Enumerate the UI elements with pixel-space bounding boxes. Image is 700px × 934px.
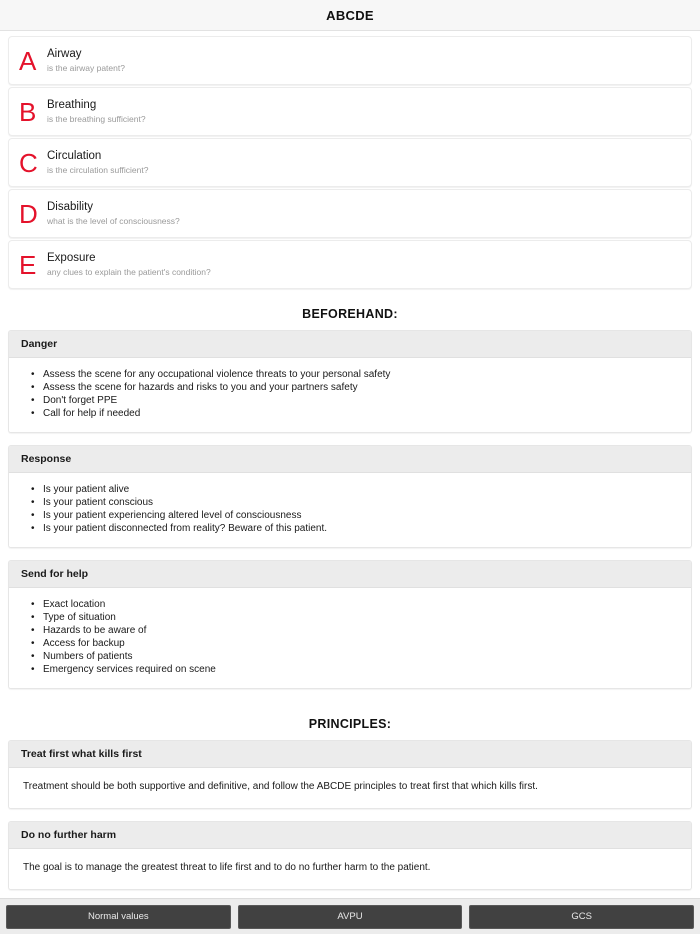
section-title-principles: PRINCIPLES: (308, 717, 392, 731)
abcde-card-title: Disability (47, 200, 94, 213)
list-item: • Exact location (43, 598, 691, 611)
abcde-card-a[interactable] (8, 36, 692, 85)
bullet-list (9, 483, 691, 535)
abcde-card-text (47, 200, 180, 228)
list-item: • Assess the scene for hazards and risks to you and your partners safety (43, 381, 691, 394)
list-item: • Don't forget PPE (43, 394, 691, 407)
top-header-bar (0, 0, 700, 31)
abcde-card-d[interactable] (8, 189, 692, 238)
abcde-card-text (47, 98, 146, 126)
abcde-card-title: Exposure (47, 251, 96, 264)
abcde-card-subtitle: is the circulation sufficient? (47, 164, 149, 175)
panel-header: Danger (9, 331, 691, 358)
list-item: • Is your patient conscious (43, 496, 691, 509)
list-item: • Is your patient alive (43, 483, 691, 496)
bullet-list (9, 598, 691, 676)
abcde-card-title: Breathing (47, 98, 97, 111)
list-item: • Access for backup (43, 637, 691, 650)
panel-do-no-further-harm (8, 821, 692, 890)
bottom-toolbar (0, 898, 700, 934)
abcde-letter-glyph: C (19, 147, 38, 178)
page-title: ABCDE (326, 7, 374, 23)
abcde-letter-glyph: E (19, 249, 37, 280)
scroll-content[interactable] (0, 32, 700, 898)
list-item: • Is your patient disconnected from reality? Beware of this patient. (43, 522, 691, 535)
abcde-card-b[interactable] (8, 87, 692, 136)
panel-header: Send for help (9, 561, 691, 588)
toolbar-button-avpu[interactable]: AVPU (238, 905, 463, 929)
panel-body (9, 588, 691, 688)
bullet-list (9, 368, 691, 420)
abcde-card-text (47, 47, 125, 75)
panel-send-for-help (8, 560, 692, 689)
abcde-card-text (47, 251, 211, 279)
abcde-card-e[interactable] (8, 240, 692, 289)
abcde-card-subtitle: any clues to explain the patient's condition? (47, 266, 211, 277)
abcde-card-subtitle: is the airway patent? (47, 62, 125, 73)
list-item: • Emergency services required on scene (43, 663, 691, 676)
abcde-card-subtitle: is the breathing sufficient? (47, 113, 146, 124)
abcde-card-text (47, 149, 148, 177)
section-title-beforehand: BEFOREHAND: (302, 307, 398, 321)
panel-body (9, 768, 691, 808)
panel-body (9, 849, 691, 889)
panel-header: Do no further harm (9, 822, 691, 849)
panel-treat-first-what-kills-first (8, 740, 692, 809)
beforehand-panels (0, 330, 700, 689)
list-item: • Type of situation (43, 611, 691, 624)
abcde-list (0, 32, 700, 289)
abcde-card-c[interactable] (8, 138, 692, 187)
principles-panels (0, 740, 700, 890)
list-item: • Is your patient experiencing altered level of consciousness (43, 509, 691, 522)
list-item: • Assess the scene for any occupational violence threats to your personal safety (43, 368, 691, 381)
panel-header: Treat first what kills first (9, 741, 691, 768)
panel-paragraph: Treatment should be both supportive and definitive, and follow the ABCDE principles to treat first that which kills first. (23, 781, 538, 792)
abcde-letter-glyph: A (19, 45, 37, 76)
abcde-letter-glyph: B (19, 96, 37, 127)
list-item: • Call for help if needed (43, 407, 691, 420)
panel-danger (8, 330, 692, 433)
list-item: • Numbers of patients (43, 650, 691, 663)
toolbar-button-normal-values[interactable]: Normal values (6, 905, 231, 929)
panel-header: Response (9, 446, 691, 473)
list-item: • Hazards to be aware of (43, 624, 691, 637)
panel-body (9, 473, 691, 547)
abcde-letter-glyph: D (19, 198, 38, 229)
abcde-card-title: Circulation (47, 149, 102, 162)
panel-response (8, 445, 692, 548)
abcde-card-subtitle: what is the level of consciousness? (47, 215, 180, 226)
panel-body (9, 358, 691, 432)
abcde-card-title: Airway (47, 47, 82, 60)
toolbar-button-gcs[interactable]: GCS (469, 905, 694, 929)
panel-paragraph: The goal is to manage the greatest threat to life first and to do no further harm to the patient. (23, 862, 431, 873)
